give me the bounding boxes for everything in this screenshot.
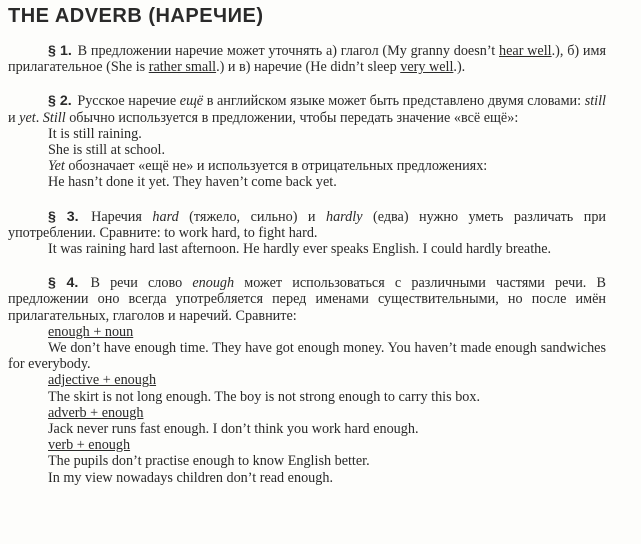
section-2-paragraph xyxy=(8,93,606,125)
pattern-enough-noun: enough + noun xyxy=(48,323,134,340)
text: .), б) имя прилагательное (She is xyxy=(8,43,606,76)
term-yet: yet xyxy=(19,109,36,126)
term-still: Still xyxy=(42,109,66,126)
pattern-verb-enough: verb + enough xyxy=(48,437,131,454)
term-still: still xyxy=(584,93,606,110)
pattern-heading xyxy=(8,324,606,340)
example-very-well: very well xyxy=(400,59,454,76)
term-eshche: ещё xyxy=(179,93,204,110)
section-1-heading: § 1. xyxy=(48,43,72,59)
section-3-heading: § 3. xyxy=(48,208,79,225)
example-sentence: In my view nowadays children don’t read enough. xyxy=(48,469,333,486)
text: обозначает «ещё не» и используется в отрицательных предложениях: xyxy=(64,158,488,175)
example-sentence: We don’t have enough time. They have got enough money. You haven’t made enough sandwiches for everybody. xyxy=(8,340,606,373)
pattern-adverb-enough: adverb + enough xyxy=(48,404,144,421)
text: .). xyxy=(453,59,466,76)
pattern-heading xyxy=(8,372,606,388)
example-hear-well: hear well xyxy=(499,43,552,59)
section-4-paragraph xyxy=(8,275,606,324)
term-hard: hard xyxy=(152,208,179,225)
text: .) и в) наречие (He didn’t sleep xyxy=(216,59,401,76)
example-sentence: It is still raining. xyxy=(48,125,142,142)
section-1 xyxy=(8,43,606,75)
text: может использоваться с различными частями речи. В предложении оно всегда употребляется перед именами существительными, но после имён прилагательных, глаголов и наречий. Сравните: xyxy=(8,275,606,324)
section-4-heading: § 4. xyxy=(48,275,79,292)
example-sentence: It was raining hard last afternoon. He hardly ever speaks English. I could hardly breathe. xyxy=(48,241,552,258)
section-2 xyxy=(8,93,606,190)
example-sentence: The skirt is not long enough. The boy is not strong enough to carry this box. xyxy=(48,388,481,405)
text: Наречия xyxy=(80,208,153,225)
section-1-paragraph xyxy=(8,43,606,75)
text: и xyxy=(8,109,20,126)
term-hardly: hardly xyxy=(325,208,363,225)
text: В предложении наречие может уточнять а) глагол (My granny doesn’t xyxy=(73,43,500,59)
page-title: THE ADVERB (НАРЕЧИЕ) xyxy=(8,5,264,27)
textbook-page xyxy=(8,3,606,496)
term-enough: enough xyxy=(192,275,235,292)
example-sentence: Jack never runs fast enough. I don’t think you work hard enough. xyxy=(48,421,419,438)
pattern-heading xyxy=(8,405,606,421)
section-3 xyxy=(8,209,606,258)
section-3-paragraph xyxy=(8,209,606,241)
example-rather-small: rather small xyxy=(148,59,217,76)
example-sentence: The pupils don’t practise enough to know English better. xyxy=(48,453,370,470)
text: Русское наречие xyxy=(73,93,180,110)
text: В речи слово xyxy=(80,275,193,292)
text: обычно используется в предложении, чтобы передать значение «всё ещё»: xyxy=(65,109,519,126)
text: . xyxy=(35,109,43,126)
example-sentence: She is still at school. xyxy=(48,142,166,159)
pattern-heading xyxy=(8,437,606,453)
pattern-adjective-enough: adjective + enough xyxy=(48,372,157,389)
section-2-heading: § 2. xyxy=(48,93,72,110)
section-2-paragraph xyxy=(8,158,606,174)
text: (едва) нужно уметь различать при употреблении. Сравните: to work hard, to fight hard. xyxy=(8,208,607,241)
section-4 xyxy=(8,275,606,486)
text: (тяжело, сильно) и xyxy=(178,208,326,225)
example-sentence: He hasn’t done it yet. They haven’t come back yet. xyxy=(48,174,337,191)
term-yet: Yet xyxy=(48,158,65,175)
text: в английском языке может быть представлено двумя словами: xyxy=(203,93,585,110)
